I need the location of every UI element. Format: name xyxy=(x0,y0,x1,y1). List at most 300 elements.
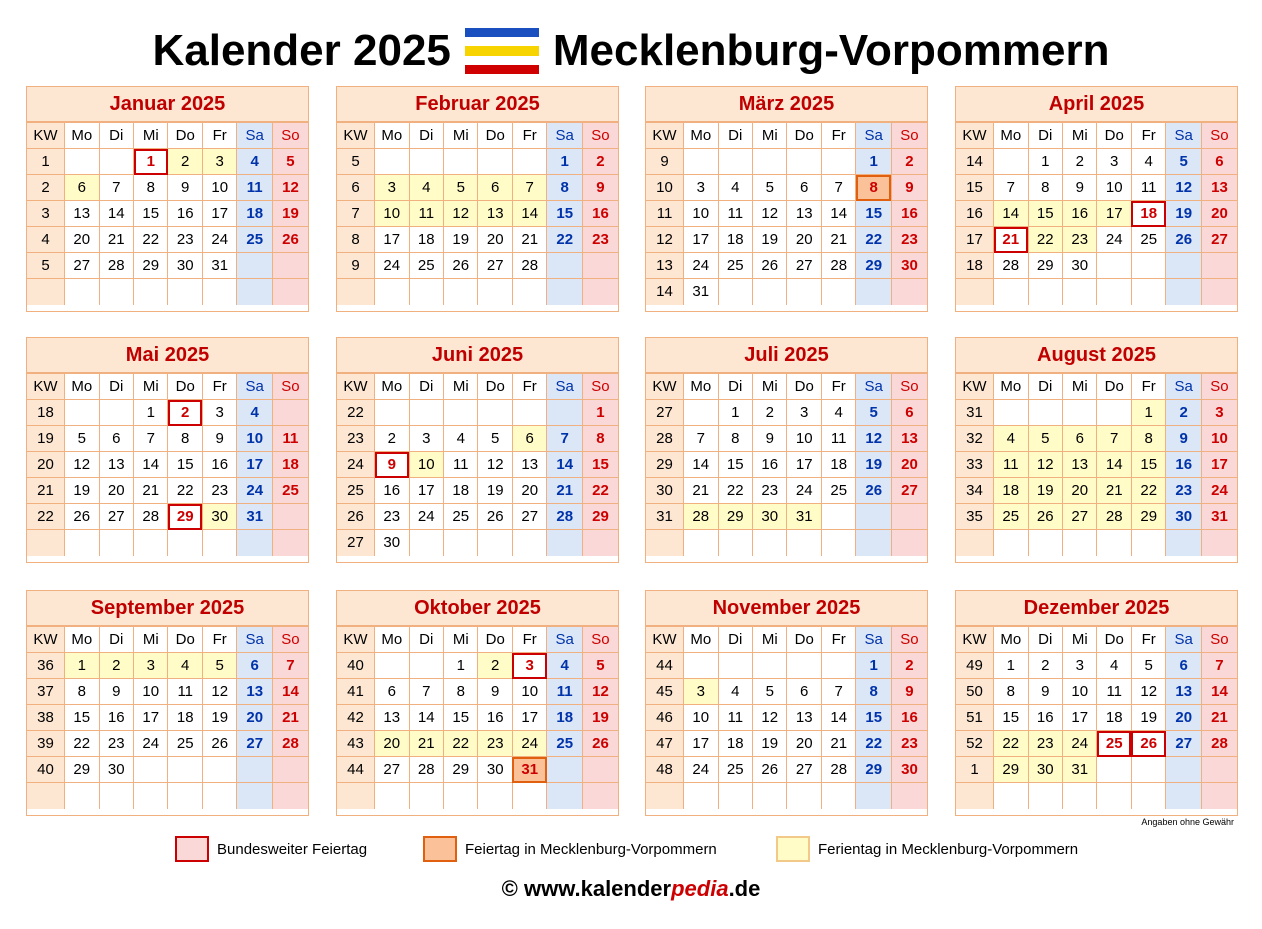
day-cell: 6 xyxy=(375,679,409,705)
day-cell xyxy=(272,279,308,305)
week-number: 2 xyxy=(27,175,65,201)
day-cell: 26 xyxy=(478,504,512,530)
month-name: März 2025 xyxy=(646,87,927,122)
day-cell xyxy=(821,149,855,175)
day-cell: 11 xyxy=(1097,679,1131,705)
week-row xyxy=(337,478,618,504)
day-cell xyxy=(478,530,512,556)
day-cell: 27 xyxy=(375,757,409,783)
day-cell xyxy=(718,279,752,305)
day-cell: 28 xyxy=(99,253,133,279)
day-cell xyxy=(168,530,202,556)
week-number: 31 xyxy=(646,504,684,530)
day-cell: 8 xyxy=(1028,175,1062,201)
day-cell: 31 xyxy=(237,504,273,530)
week-number: 29 xyxy=(646,452,684,478)
week-number: 21 xyxy=(27,478,65,504)
day-cell xyxy=(99,530,133,556)
week-row xyxy=(27,653,308,679)
day-cell: 1 xyxy=(994,653,1028,679)
day-cell xyxy=(547,757,583,783)
day-cell: 26 xyxy=(1166,227,1202,253)
week-number xyxy=(27,783,65,809)
day-cell: 8 xyxy=(856,175,892,201)
day-cell xyxy=(409,400,443,426)
day-cell xyxy=(684,149,718,175)
week-number: 1 xyxy=(27,149,65,175)
day-cell: 19 xyxy=(1166,201,1202,227)
day-cell: 18 xyxy=(237,201,273,227)
day-cell: 12 xyxy=(1166,175,1202,201)
day-cell: 12 xyxy=(753,705,787,731)
day-cell: 4 xyxy=(444,426,478,452)
day-cell: 29 xyxy=(1028,253,1062,279)
day-cell: 23 xyxy=(1028,731,1062,757)
day-cell xyxy=(1028,279,1062,305)
weekday-header: So xyxy=(1201,627,1237,653)
day-cell xyxy=(202,530,236,556)
day-cell xyxy=(168,757,202,783)
day-cell: 4 xyxy=(409,175,443,201)
month-name: Oktober 2025 xyxy=(337,591,618,626)
day-cell: 20 xyxy=(787,227,821,253)
day-cell: 15 xyxy=(134,201,168,227)
day-cell xyxy=(1097,253,1131,279)
day-cell: 12 xyxy=(65,452,99,478)
day-cell: 12 xyxy=(444,201,478,227)
week-row xyxy=(956,253,1237,279)
week-row xyxy=(956,757,1237,783)
legend-yellow-swatch-icon xyxy=(776,836,810,862)
day-cell: 24 xyxy=(684,253,718,279)
weekday-header: So xyxy=(1201,374,1237,400)
day-cell: 7 xyxy=(547,426,583,452)
day-cell: 23 xyxy=(891,227,927,253)
day-cell xyxy=(994,530,1028,556)
day-cell: 13 xyxy=(787,201,821,227)
week-row xyxy=(337,279,618,305)
week-number: 1 xyxy=(956,757,994,783)
week-row xyxy=(956,227,1237,253)
week-row xyxy=(646,478,927,504)
day-cell: 23 xyxy=(202,478,236,504)
week-number: 5 xyxy=(27,253,65,279)
day-cell xyxy=(512,530,546,556)
day-cell: 17 xyxy=(787,452,821,478)
day-cell: 11 xyxy=(272,426,308,452)
day-cell: 7 xyxy=(994,175,1028,201)
day-cell: 22 xyxy=(856,731,892,757)
day-cell: 8 xyxy=(444,679,478,705)
week-number: 45 xyxy=(646,679,684,705)
day-cell: 2 xyxy=(1028,653,1062,679)
day-cell: 21 xyxy=(272,705,308,731)
day-cell xyxy=(202,783,236,809)
title-right: Mecklenburg-Vorpommern xyxy=(552,26,1110,75)
day-cell: 1 xyxy=(547,149,583,175)
day-cell: 3 xyxy=(202,149,236,175)
day-cell: 29 xyxy=(444,757,478,783)
day-cell: 7 xyxy=(134,426,168,452)
day-cell: 11 xyxy=(168,679,202,705)
day-cell xyxy=(821,530,855,556)
month-8 xyxy=(955,337,1238,563)
day-cell: 18 xyxy=(1097,705,1131,731)
day-cell xyxy=(684,783,718,809)
day-cell: 20 xyxy=(787,731,821,757)
day-cell: 17 xyxy=(134,705,168,731)
day-cell xyxy=(202,757,236,783)
legend xyxy=(0,836,1262,866)
day-cell: 17 xyxy=(1201,452,1237,478)
day-cell: 9 xyxy=(582,175,618,201)
weekday-header: Sa xyxy=(547,123,583,149)
day-cell: 30 xyxy=(891,757,927,783)
day-cell: 20 xyxy=(512,478,546,504)
week-number xyxy=(646,530,684,556)
day-cell: 14 xyxy=(821,705,855,731)
week-number: 22 xyxy=(27,504,65,530)
weekday-header: Mo xyxy=(375,123,409,149)
day-cell: 19 xyxy=(478,478,512,504)
day-cell xyxy=(237,783,273,809)
weekday-header: KW xyxy=(337,123,375,149)
day-cell: 10 xyxy=(237,426,273,452)
day-cell: 16 xyxy=(375,478,409,504)
day-cell: 27 xyxy=(512,504,546,530)
week-row xyxy=(646,653,927,679)
day-cell xyxy=(99,149,133,175)
day-cell: 2 xyxy=(1166,400,1202,426)
weekday-header: Sa xyxy=(237,627,273,653)
week-number: 31 xyxy=(956,400,994,426)
day-cell: 19 xyxy=(202,705,236,731)
week-number: 26 xyxy=(337,504,375,530)
day-cell: 18 xyxy=(994,478,1028,504)
weekday-header: Fr xyxy=(821,374,855,400)
day-cell xyxy=(994,400,1028,426)
week-row xyxy=(646,426,927,452)
day-cell xyxy=(1201,757,1237,783)
day-cell: 21 xyxy=(821,227,855,253)
day-cell xyxy=(582,783,618,809)
month-1 xyxy=(26,86,309,312)
day-cell: 5 xyxy=(1028,426,1062,452)
day-cell: 12 xyxy=(202,679,236,705)
day-cell: 10 xyxy=(375,201,409,227)
day-cell: 5 xyxy=(65,426,99,452)
day-cell: 15 xyxy=(582,452,618,478)
day-cell xyxy=(134,783,168,809)
day-cell: 8 xyxy=(582,426,618,452)
day-cell xyxy=(478,279,512,305)
day-cell: 14 xyxy=(1201,679,1237,705)
day-cell: 30 xyxy=(891,253,927,279)
week-row xyxy=(956,679,1237,705)
week-row xyxy=(27,679,308,705)
day-cell xyxy=(272,504,308,530)
weekday-header: So xyxy=(891,627,927,653)
day-cell: 27 xyxy=(99,504,133,530)
day-cell: 3 xyxy=(1097,149,1131,175)
day-cell: 6 xyxy=(512,426,546,452)
day-cell: 6 xyxy=(891,400,927,426)
day-cell xyxy=(821,279,855,305)
day-cell xyxy=(753,783,787,809)
week-number xyxy=(337,783,375,809)
day-cell: 21 xyxy=(821,731,855,757)
day-cell: 6 xyxy=(99,426,133,452)
day-cell: 5 xyxy=(478,426,512,452)
week-row xyxy=(956,530,1237,556)
day-cell xyxy=(168,279,202,305)
weekday-header: KW xyxy=(646,123,684,149)
day-cell: 6 xyxy=(237,653,273,679)
day-cell xyxy=(1097,757,1131,783)
day-cell xyxy=(1201,783,1237,809)
day-cell: 28 xyxy=(512,253,546,279)
weekday-header: So xyxy=(272,123,308,149)
day-cell: 11 xyxy=(1131,175,1165,201)
day-cell: 27 xyxy=(65,253,99,279)
weekday-header: Mi xyxy=(1063,374,1097,400)
day-cell: 25 xyxy=(272,478,308,504)
weekday-header: Sa xyxy=(1166,123,1202,149)
day-cell: 12 xyxy=(478,452,512,478)
day-cell: 19 xyxy=(1131,705,1165,731)
day-cell: 1 xyxy=(65,653,99,679)
day-cell: 30 xyxy=(753,504,787,530)
day-cell xyxy=(891,530,927,556)
day-cell: 13 xyxy=(478,201,512,227)
legend-bundesweit-label: Bundesweiter Feiertag xyxy=(217,840,368,858)
day-cell xyxy=(753,149,787,175)
day-cell: 26 xyxy=(856,478,892,504)
week-number xyxy=(337,279,375,305)
day-cell: 27 xyxy=(237,731,273,757)
day-cell: 7 xyxy=(1097,426,1131,452)
day-cell: 7 xyxy=(821,679,855,705)
day-cell: 22 xyxy=(856,227,892,253)
day-cell: 9 xyxy=(891,679,927,705)
day-cell xyxy=(787,653,821,679)
weekday-header: KW xyxy=(646,374,684,400)
week-row xyxy=(27,504,308,530)
weekday-header: Di xyxy=(1028,627,1062,653)
week-row xyxy=(337,175,618,201)
weekday-header: Sa xyxy=(1166,374,1202,400)
day-cell xyxy=(409,783,443,809)
month-name: September 2025 xyxy=(27,591,308,626)
day-cell: 20 xyxy=(1063,478,1097,504)
day-cell xyxy=(994,149,1028,175)
day-cell: 13 xyxy=(891,426,927,452)
day-cell: 8 xyxy=(134,175,168,201)
day-cell: 22 xyxy=(994,731,1028,757)
month-name: April 2025 xyxy=(956,87,1237,122)
day-cell: 30 xyxy=(168,253,202,279)
day-cell: 19 xyxy=(65,478,99,504)
weekday-header: Fr xyxy=(1131,123,1165,149)
day-cell: 19 xyxy=(753,227,787,253)
day-cell xyxy=(718,783,752,809)
week-number: 34 xyxy=(956,478,994,504)
weekday-header: Di xyxy=(99,123,133,149)
day-cell: 23 xyxy=(1166,478,1202,504)
week-row xyxy=(27,426,308,452)
day-cell: 30 xyxy=(478,757,512,783)
day-cell: 18 xyxy=(1131,201,1165,227)
week-row xyxy=(646,679,927,705)
day-cell: 27 xyxy=(1201,227,1237,253)
day-cell: 31 xyxy=(787,504,821,530)
day-cell: 24 xyxy=(512,731,546,757)
footer-prefix: © www.kalender xyxy=(501,876,672,901)
day-cell: 13 xyxy=(99,452,133,478)
weekday-header: Mo xyxy=(375,374,409,400)
day-cell: 25 xyxy=(718,757,752,783)
day-cell: 13 xyxy=(1166,679,1202,705)
month-11 xyxy=(645,590,928,816)
day-cell: 24 xyxy=(409,504,443,530)
month-6 xyxy=(336,337,619,563)
day-cell xyxy=(444,279,478,305)
day-cell: 6 xyxy=(787,175,821,201)
weekday-header: KW xyxy=(27,374,65,400)
day-cell: 10 xyxy=(512,679,546,705)
weekday-header: Do xyxy=(478,627,512,653)
day-cell: 25 xyxy=(718,253,752,279)
week-number: 39 xyxy=(27,731,65,757)
day-cell: 19 xyxy=(444,227,478,253)
day-cell: 7 xyxy=(512,175,546,201)
day-cell: 19 xyxy=(582,705,618,731)
weekday-header: Sa xyxy=(856,123,892,149)
day-cell xyxy=(237,530,273,556)
day-cell: 1 xyxy=(856,653,892,679)
day-cell xyxy=(1201,279,1237,305)
day-cell: 8 xyxy=(547,175,583,201)
day-cell: 23 xyxy=(582,227,618,253)
day-cell: 2 xyxy=(753,400,787,426)
day-cell: 16 xyxy=(478,705,512,731)
day-cell: 18 xyxy=(409,227,443,253)
day-cell xyxy=(444,783,478,809)
week-row xyxy=(646,452,927,478)
day-cell xyxy=(994,279,1028,305)
day-cell: 24 xyxy=(237,478,273,504)
weekday-header: Do xyxy=(478,374,512,400)
weekday-header: So xyxy=(582,627,618,653)
day-cell: 12 xyxy=(753,201,787,227)
day-cell: 28 xyxy=(994,253,1028,279)
week-number: 15 xyxy=(956,175,994,201)
day-cell: 26 xyxy=(1131,731,1165,757)
day-cell: 8 xyxy=(718,426,752,452)
week-number: 30 xyxy=(646,478,684,504)
weekday-header: Fr xyxy=(1131,374,1165,400)
weekday-header: Di xyxy=(1028,123,1062,149)
weekday-header: Di xyxy=(409,374,443,400)
week-number: 44 xyxy=(646,653,684,679)
week-row xyxy=(27,530,308,556)
day-cell: 11 xyxy=(547,679,583,705)
week-number xyxy=(27,530,65,556)
day-cell xyxy=(1028,783,1062,809)
legend-ferien-label: Ferientag in Mecklenburg-Vorpommern xyxy=(818,840,1079,858)
day-cell xyxy=(821,653,855,679)
day-cell xyxy=(1131,783,1165,809)
day-cell: 29 xyxy=(994,757,1028,783)
day-cell: 26 xyxy=(444,253,478,279)
day-cell: 4 xyxy=(1097,653,1131,679)
weekday-header: So xyxy=(272,627,308,653)
day-cell: 14 xyxy=(409,705,443,731)
week-row xyxy=(27,175,308,201)
day-cell: 28 xyxy=(821,757,855,783)
day-cell: 20 xyxy=(65,227,99,253)
day-cell xyxy=(409,530,443,556)
week-row xyxy=(956,452,1237,478)
day-cell: 11 xyxy=(718,705,752,731)
day-cell: 12 xyxy=(582,679,618,705)
week-row xyxy=(337,452,618,478)
day-cell: 20 xyxy=(891,452,927,478)
day-cell: 14 xyxy=(512,201,546,227)
week-number: 37 xyxy=(27,679,65,705)
day-cell xyxy=(582,253,618,279)
day-cell xyxy=(718,149,752,175)
week-row xyxy=(956,175,1237,201)
day-cell: 11 xyxy=(821,426,855,452)
day-cell: 26 xyxy=(272,227,308,253)
day-cell xyxy=(684,653,718,679)
day-cell: 25 xyxy=(994,504,1028,530)
week-number: 33 xyxy=(956,452,994,478)
day-cell xyxy=(1028,530,1062,556)
day-cell: 4 xyxy=(994,426,1028,452)
day-cell xyxy=(202,279,236,305)
day-cell: 15 xyxy=(547,201,583,227)
day-cell: 14 xyxy=(99,201,133,227)
day-cell xyxy=(99,400,133,426)
day-cell xyxy=(237,757,273,783)
day-cell: 6 xyxy=(65,175,99,201)
day-cell xyxy=(1063,400,1097,426)
week-number: 14 xyxy=(956,149,994,175)
week-row xyxy=(956,279,1237,305)
day-cell xyxy=(718,530,752,556)
day-cell xyxy=(856,530,892,556)
day-cell: 24 xyxy=(1097,227,1131,253)
day-cell: 25 xyxy=(821,478,855,504)
weekday-header: Mo xyxy=(684,627,718,653)
day-cell: 2 xyxy=(891,653,927,679)
day-cell: 14 xyxy=(547,452,583,478)
day-cell xyxy=(1097,530,1131,556)
week-row xyxy=(646,757,927,783)
day-cell: 18 xyxy=(272,452,308,478)
footer-link[interactable] xyxy=(0,876,1262,902)
day-cell xyxy=(237,279,273,305)
day-cell: 27 xyxy=(478,253,512,279)
day-cell xyxy=(547,279,583,305)
day-cell xyxy=(753,653,787,679)
day-cell: 1 xyxy=(134,400,168,426)
weekday-header: Do xyxy=(168,123,202,149)
day-cell xyxy=(582,757,618,783)
day-cell: 9 xyxy=(1063,175,1097,201)
